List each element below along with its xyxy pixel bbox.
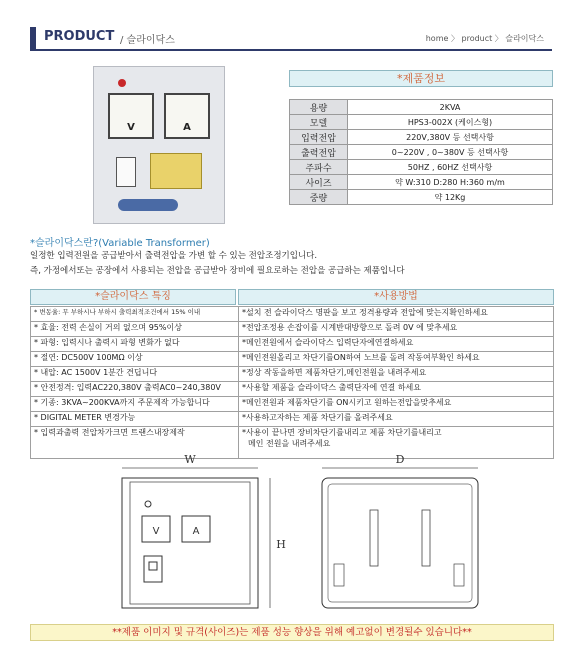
table-row: * 내압: AC 1500V 1분간 견딥니다 *정상 작동을하면 제품차단기,메인전원을 내려주세요 <box>31 367 554 382</box>
power-switch <box>116 157 136 187</box>
intro-line-2: 즉, 가정에서또는 공장에서 사용되는 전압을 공급받아 장비에 필요로하는 전압을 공급하는 제품입니다 <box>30 266 405 276</box>
table-row: * 효율: 전력 손실이 거의 없으며 95%이상 *전압조정용 손잡이를 시계반대방향으로 돌려 0V 에 맞추세요 <box>31 322 554 337</box>
brand-plate <box>118 199 178 211</box>
spec-row: 모델 HPS3-002X (케이스형) <box>290 115 553 130</box>
product-image <box>93 66 225 224</box>
voltmeter: V <box>108 93 154 139</box>
intro-title: *슬라이닥스란?(Variable Transformer) <box>30 238 210 249</box>
spec-row: 주파수 50HZ , 60HZ 선택사항 <box>290 160 553 175</box>
table-row: * DIGITAL METER 변경가능 *사용하고자하는 제품 차단기를 올려주세요 <box>31 412 554 427</box>
svg-text:D: D <box>395 453 405 466</box>
spec-row: 사이즈 약 W:310 D:280 H:360 m/m <box>290 175 553 190</box>
features-heading: *슬라이닥스 특징 <box>30 289 236 305</box>
power-lamp <box>118 79 126 87</box>
svg-text:H: H <box>276 538 286 551</box>
svg-text:A: A <box>192 526 200 537</box>
page-subtitle: / 슬라이닥스 <box>120 35 175 46</box>
table-row: * 안전정격: 입력AC220,380V 출력AC0~240,380V *사용할 제품을 슬라이닥스 출력단자에 연결 하세요 <box>31 382 554 397</box>
page-header <box>30 27 552 51</box>
product-info-heading: *제품정보 <box>289 70 553 87</box>
intro-line-1: 일정한 입력전원을 공급받아서 출력전압을 가변 할 수 있는 전압조정기입니다. <box>30 251 318 261</box>
ammeter: A <box>164 93 210 139</box>
table-row: * 절연: DC500V 100MΩ 이상 *메인전원올리고 차단기를ON하여 노브를 돌려 작동여부확인 하세요 <box>31 352 554 367</box>
spec-row: 중량 약 12Kg <box>290 190 553 205</box>
table-row: * 기종: 3KVA~200KVA까지 주문제작 가능합니다 *메인전원과 제품차단기를 ON시키고 원하는전압을맞추세요 <box>31 397 554 412</box>
spec-row: 입력전압 220V,380V 등 선택사항 <box>290 130 553 145</box>
usage-heading: *사용방법 <box>238 289 554 305</box>
features-usage-table <box>30 306 554 459</box>
side-view-drawing <box>314 452 486 624</box>
notice-banner: **제품 이미지 및 규격(사이즈)는 제품 성능 향상을 위해 예고없이 변경될수 있습니다** <box>30 624 554 641</box>
info-label <box>150 153 202 189</box>
spec-row: 용량 2KVA <box>290 100 553 115</box>
table-row: * 입력과출력 전압차가크면 트랜스내장제작 *사용이 끝나면 장비차단기를내리고 제품 차단기를내리고 메인 전원을 내려주세요 <box>31 427 554 459</box>
table-row: * 변동율: 무 부하시나 부하시 출력최적조건에서 15% 이내 *설치 전 슬라이닥스 명판을 보고 정격용량과 전압에 맞는지확인하세요 <box>31 307 554 322</box>
spec-table <box>289 99 553 205</box>
front-view-drawing <box>100 452 290 624</box>
svg-text:W: W <box>184 453 196 466</box>
breadcrumb[interactable]: home 〉 product 〉 슬라이닥스 <box>425 34 544 43</box>
svg-text:V: V <box>152 526 160 537</box>
spec-row: 출력전압 0~220V , 0~380V 등 선택사항 <box>290 145 553 160</box>
table-row: * 파형: 입력시나 출력시 파형 변화가 없다 *메인전원에서 슬라이닥스 입력단자에연결하세요 <box>31 337 554 352</box>
page-title: PRODUCT <box>44 29 115 44</box>
